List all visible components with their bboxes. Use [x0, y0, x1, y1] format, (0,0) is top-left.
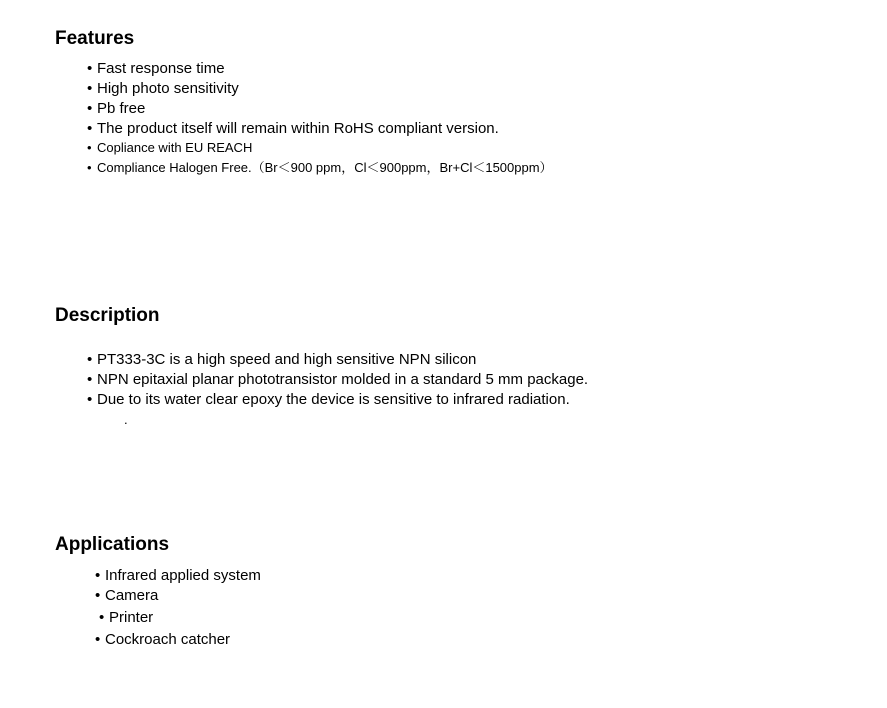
list-item: • The product itself will remain within RoHS compliant version. [87, 119, 499, 139]
features-list-small [87, 138, 553, 178]
list-item: • Infrared applied system [95, 566, 261, 586]
list-item: • Due to its water clear epoxy the device is sensitive to infrared radiation. [87, 390, 588, 410]
applications-list [95, 566, 261, 650]
description-list [87, 350, 588, 410]
features-heading: Features [55, 28, 135, 49]
list-item: • PT333-3C is a high speed and high sensitive NPN silicon [87, 350, 588, 370]
list-item: • Copliance with EU REACH [87, 138, 553, 158]
list-item: • High photo sensitivity [87, 79, 499, 99]
stray-period: . [124, 412, 128, 427]
list-item: • Camera [95, 586, 261, 606]
list-item: • Pb free [87, 99, 499, 119]
applications-heading: Applications [55, 534, 170, 555]
features-list [87, 59, 499, 139]
list-item: • Compliance Halogen Free.（Br＜900 ppm，Cl＜900ppm，Br+Cl＜1500ppm） [87, 158, 553, 178]
list-item: • Fast response time [87, 59, 499, 79]
list-item: • Printer [99, 608, 261, 628]
description-heading: Description [55, 305, 160, 326]
list-item: • NPN epitaxial planar phototransistor molded in a standard 5 mm package. [87, 370, 588, 390]
list-item: • Cockroach catcher [95, 630, 261, 650]
